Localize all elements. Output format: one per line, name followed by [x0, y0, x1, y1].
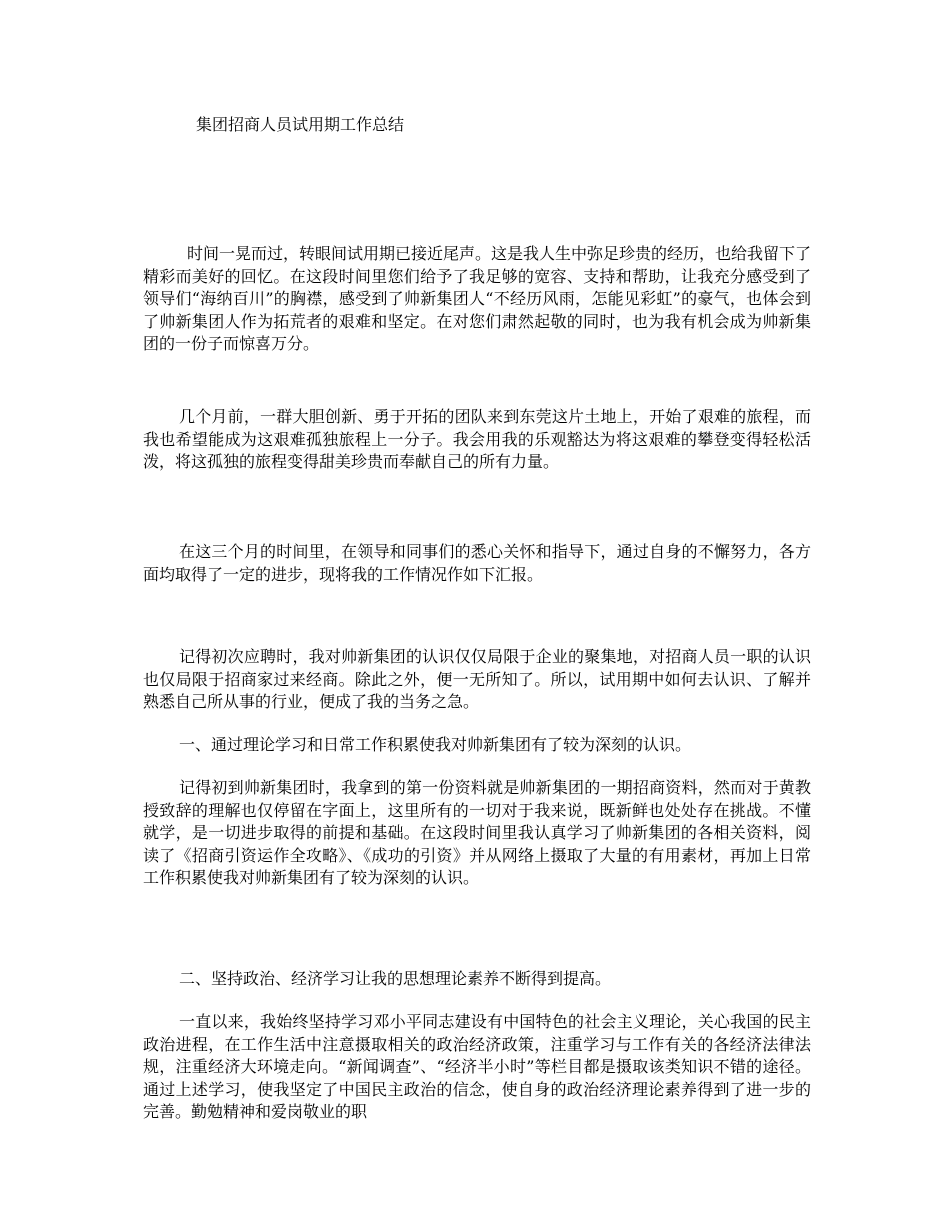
paragraph-report-intro: 在这三个月的时间里，在领导和同事们的悉心关怀和指导下，通过自身的不懈努力，各方面均取得了一定的进步，现将我的工作情况作如下汇报。: [143, 542, 811, 584]
paragraph-section-1-body: 记得初到帅新集团时，我拿到的第一份资料就是帅新集团的一期招商资料，然而对于黄教授致辞的理解也仅停留在字面上，这里所有的一切对于我来说，既新鲜也处处存在挑战。不懂就学，是一切进步取得的前提和基础。在这段时间里我认真学习了帅新集团的各相关资料，阅读了《招商引资运作全攻略》、《成功的引资》并从网络上摄取了大量的有用素材，再加上日常工作积累使我对帅新集团有了较为深刻的认识。: [143, 778, 811, 888]
paragraph-team-journey: 几个月前，一群大胆创新、勇于开拓的团队来到东莞这片土地上，开始了艰难的旅程，而我也希望能成为这艰难孤独旅程上一分子。我会用我的乐观豁达为将这艰难的攀登变得轻松活泼，将这孤独的旅程变得甜美珍贵而奉献自己的所有力量。: [143, 407, 811, 472]
paragraph-intro: 时间一晃而过，转眼间试用期已接近尾声。这是我人生中弥足珍贵的经历，也给我留下了精彩而美好的回忆。在这段时间里您们给予了我足够的宽容、支持和帮助，让我充分感受到了领导们“海纳百川”的胸襟，感受到了帅新集团人“不经历风雨，怎能见彩虹”的豪气，也体会到了帅新集团人作为拓荒者的艰难和坚定。在对您们肃然起敬的同时，也为我有机会成为帅新集团的一份子而惊喜万分。: [143, 244, 812, 354]
document-title: 集团招商人员试用期工作总结: [196, 115, 405, 134]
paragraph-section-2-body: 一直以来，我始终坚持学习邓小平同志建设有中国特色的社会主义理论，关心我国的民主政治进程，在工作生活中注意摄取相关的政治经济政策，注重学习与工作有关的各经济法律法规，注重经济大环境走向。“新闻调查”、“经济半小时”等栏目都是摄取该类知识不错的途径。通过上述学习，使我坚定了中国民主政治的信念，使自身的政治经济理论素养得到了进一步的完善。勤勉精神和爱岗敬业的职: [143, 1012, 811, 1122]
section-heading-2: 二、坚持政治、经济学习让我的思想理论素养不断得到提高。: [179, 969, 612, 988]
section-heading-1: 一、通过理论学习和日常工作积累使我对帅新集团有了较为深刻的认识。: [179, 735, 692, 754]
paragraph-first-application: 记得初次应聘时，我对帅新集团的认识仅仅局限于企业的聚集地，对招商人员一职的认识也仅局限于招商家过来经商。除此之外，便一无所知了。所以，试用期中如何去认识、了解并熟悉自己所从事的行业，便成了我的当务之急。: [143, 647, 811, 712]
